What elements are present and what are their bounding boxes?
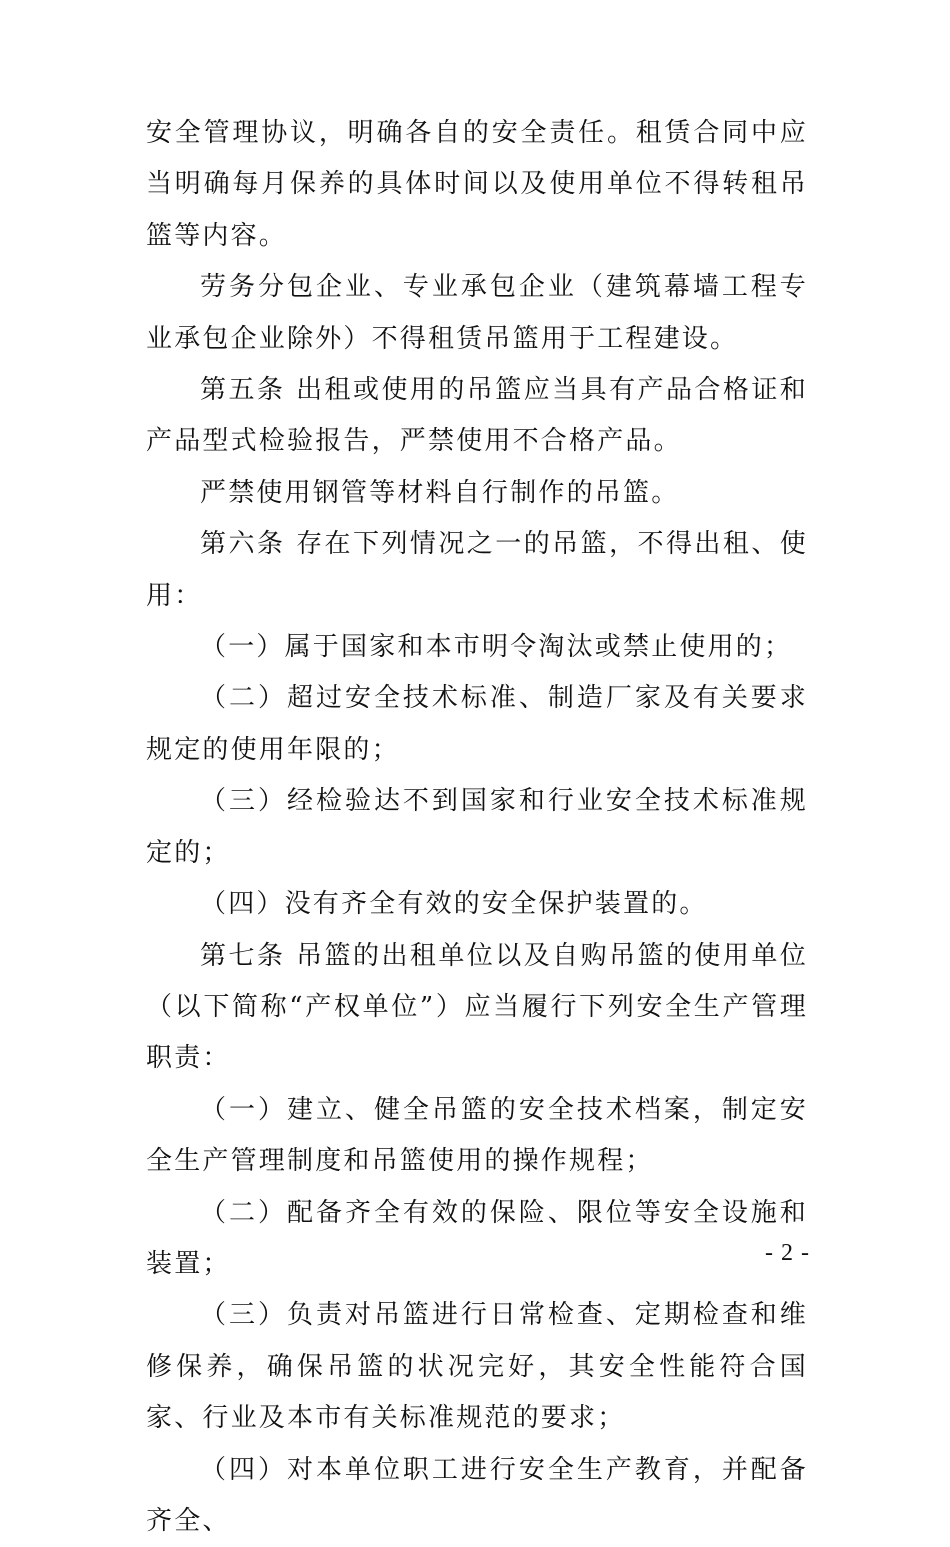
list-item-7-2: （二）配备齐全有效的保险、限位等安全设施和装置； [146,1197,808,1279]
paragraph-article-7: 第七条 吊篮的出租单位以及自购吊篮的使用单位（以下简称“产权单位”）应当履行下列安全生产管理职责： [146,940,808,1074]
paragraph-continuation: 安全管理协议，明确各自的安全责任。租赁合同中应当明确每月保养的具体时间以及使用单位不得转租吊篮等内容。 [146,118,808,251]
document-body [146,108,808,1547]
list-item-7-1: （一）建立、健全吊篮的安全技术档案，制定安全生产管理制度和吊篮使用的操作规程； [146,1094,808,1177]
paragraph-subcontract-restriction: 劳务分包企业、专业承包企业（建筑幕墙工程专业承包企业除外）不得租赁吊篮用于工程建设。 [146,272,808,354]
list-item-6-1: （一）属于国家和本市明令淘汰或禁止使用的； [200,632,793,663]
list-item-6-2: （二）超过安全技术标准、制造厂家及有关要求规定的使用年限的； [146,683,808,765]
paragraph-article-5: 第五条 出租或使用的吊篮应当具有产品合格证和产品型式检验报告，严禁使用不合格产品。 [146,375,808,457]
page-number: - 2 - [765,1240,810,1266]
paragraph-steel-pipe-ban: 严禁使用钢管等材料自行制作的吊篮。 [200,477,680,508]
list-item-6-3: （三）经检验达不到国家和行业安全技术标准规定的； [146,786,808,868]
list-item-6-4: （四）没有齐全有效的安全保护装置的。 [200,889,708,920]
list-item-7-3: （三）负责对吊篮进行日常检查、定期检查和维修保养，确保吊篮的状况完好，其安全性能符合国家、行业及本市有关标准规范的要求； [146,1300,808,1434]
list-item-7-4: （四）对本单位职工进行安全生产教育，并配备齐全、 [146,1454,808,1536]
paragraph-article-6: 第六条 存在下列情况之一的吊篮，不得出租、使用： [146,529,808,611]
